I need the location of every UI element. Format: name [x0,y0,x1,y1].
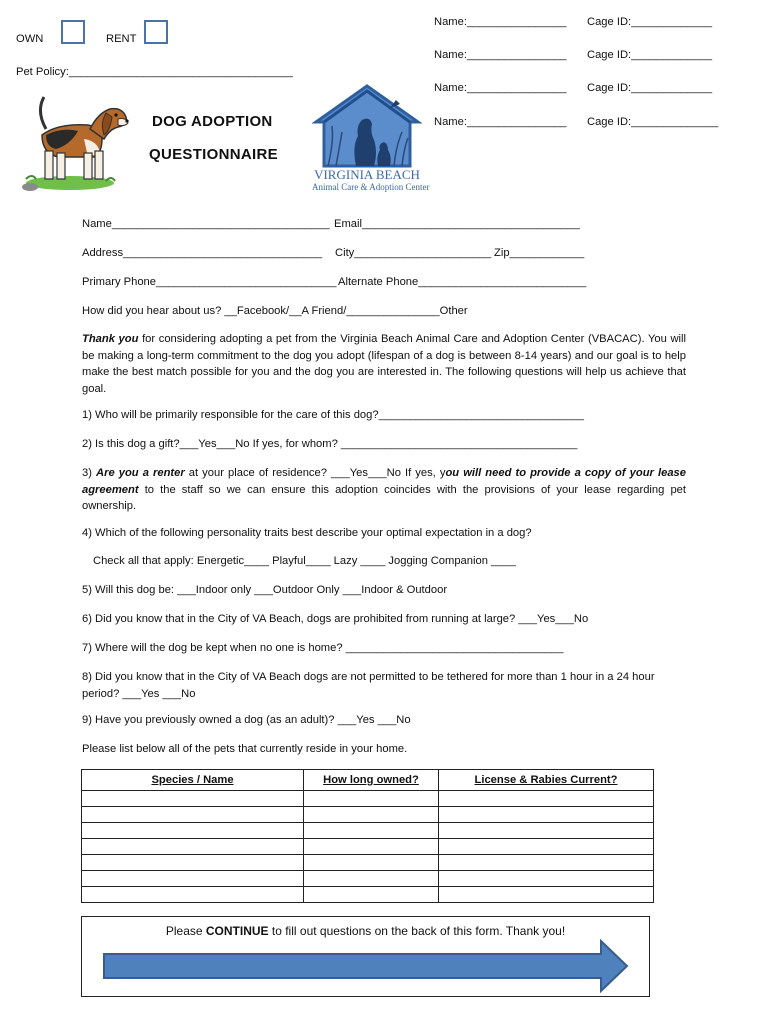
question-3-text: at your place of residence? ___Yes___No If yes, y [184,467,446,479]
table-cell[interactable] [439,855,654,871]
table-row[interactable] [82,791,654,807]
table-cell[interactable] [439,839,654,855]
zip-field[interactable]: Zip____________ [494,247,585,259]
cage-id-field[interactable]: Cage ID:_____________ [587,49,713,61]
form-title-line2: QUESTIONNAIRE [149,146,278,163]
continue-box [81,916,650,997]
logo-text-title: VIRGINIA BEACH [314,167,420,182]
referral-source-field[interactable]: How did you hear about us? __Facebook/__A Friend/_______________Other [82,305,468,317]
question-6[interactable]: 6) Did you know that in the City of VA Beach, dogs are prohibited from running at large? ___Yes___No [82,613,589,625]
table-cell[interactable] [304,887,439,903]
question-1[interactable]: 1) Who will be primarily responsible for the care of this dog?_________________________________ [82,409,584,421]
house-logo-icon [312,82,422,168]
table-row[interactable] [82,871,654,887]
table-row[interactable] [82,839,654,855]
question-4: 4) Which of the following personality traits best describe your optimal expectation in a dog? [82,527,532,539]
address-field[interactable]: Address________________________________ [82,247,323,259]
arrow-right-icon [102,939,630,993]
table-row[interactable] [82,887,654,903]
column-header: Species / Name [82,770,304,791]
table-cell[interactable] [82,839,304,855]
intro-text: for considering adopting a pet from the Virginia Beach Animal Care and Adoption Center (VBACAC). You will be making a long-term commitment to the dog you adopt (lifespan of a dog is between 8-14 years) and our goal is to help make the best match possible for you and the dog you are interested in. The following questions will help us achieve that goal. [82,333,686,395]
alternate-phone-field[interactable]: Alternate Phone___________________________ [338,276,587,288]
table-cell[interactable] [82,807,304,823]
question-5[interactable]: 5) Will this dog be: ___Indoor only ___Outdoor Only ___Indoor & Outdoor [82,584,448,596]
city-field[interactable]: City______________________ [335,247,492,259]
continue-text [82,924,649,938]
intro-lead: Thank you [82,333,139,345]
table-cell[interactable] [304,823,439,839]
table-header-row [82,770,654,791]
rent-checkbox[interactable] [144,20,168,44]
table-cell[interactable] [82,823,304,839]
question-3-number: 3) [82,467,97,479]
table-cell[interactable] [439,871,654,887]
column-header: How long owned? [304,770,439,791]
table-cell[interactable] [439,791,654,807]
table-cell[interactable] [82,791,304,807]
cage-name-field[interactable]: Name:________________ [434,116,567,128]
table-cell[interactable] [439,823,654,839]
table-cell[interactable] [304,791,439,807]
table-cell[interactable] [304,871,439,887]
column-header: License & Rabies Current? [439,770,654,791]
table-cell[interactable] [82,871,304,887]
cage-name-field[interactable]: Name:________________ [434,49,567,61]
question-3-emphasis: Are you a renter [96,467,185,479]
table-cell[interactable] [82,887,304,903]
question-3[interactable] [82,465,686,515]
question-8[interactable]: 8) Did you know that in the City of VA Beach dogs are not permitted to be tethered for more than 1 hour in a 24 hour period? ___Yes ___No [82,671,655,700]
name-field[interactable]: Name___________________________________ [82,218,330,230]
question-4-checklist[interactable]: Check all that apply: Energetic____ Playful____ Lazy ____ Jogging Companion ____ [93,555,516,567]
vbacac-logo [312,82,430,200]
table-cell[interactable] [304,855,439,871]
rent-label: RENT [106,33,137,45]
table-row[interactable] [82,855,654,871]
cage-id-field[interactable]: Cage ID:_____________ [587,16,713,28]
pets-table [81,769,654,903]
table-cell[interactable] [82,855,304,871]
intro-paragraph [82,331,686,397]
own-checkbox[interactable] [61,20,85,44]
beagle-dog-image [18,95,132,197]
cage-name-field[interactable]: Name:________________ [434,16,567,28]
question-3-text-end: to the staff so we can ensure this adoption coincides with the provisions of your lease regarding pet ownership. [82,483,686,512]
table-row[interactable] [82,807,654,823]
logo-text-subtitle: Animal Care & Adoption Center [312,182,430,192]
question-9[interactable]: 9) Have you previously owned a dog (as an adult)? ___Yes ___No [82,714,411,726]
table-cell[interactable] [439,887,654,903]
form-title-line1: DOG ADOPTION [152,113,273,130]
cage-name-field[interactable]: Name:________________ [434,82,567,94]
question-3-lease-note: ou will need to provide a copy of your lease agreement [82,467,686,496]
continue-text-post: to fill out questions on the back of this form. Thank you! [268,924,566,938]
continue-text-bold: CONTINUE [205,924,269,938]
question-2[interactable]: 2) Is this dog a gift?___Yes___No If yes, for whom? ______________________________________ [82,438,578,450]
email-field[interactable]: Email___________________________________ [334,218,580,230]
table-cell[interactable] [304,807,439,823]
pet-policy-field[interactable]: Pet Policy:____________________________________ [16,66,293,78]
table-row[interactable] [82,823,654,839]
continue-text-pre: Please [165,924,206,938]
pets-intro: Please list below all of the pets that currently reside in your home. [82,743,408,755]
table-cell[interactable] [439,807,654,823]
primary-phone-field[interactable]: Primary Phone_____________________________ [82,276,337,288]
cage-id-field[interactable]: Cage ID:______________ [587,116,719,128]
own-label: OWN [16,33,44,45]
question-7[interactable]: 7) Where will the dog be kept when no one is home? ___________________________________ [82,642,564,654]
table-cell[interactable] [304,839,439,855]
cage-id-field[interactable]: Cage ID:_____________ [587,82,713,94]
